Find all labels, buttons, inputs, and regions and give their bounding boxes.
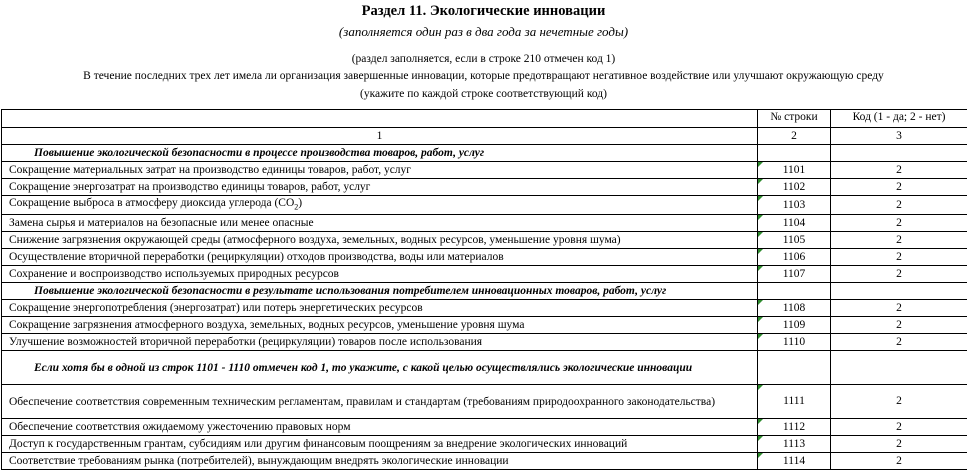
row-description	[2, 215, 758, 232]
row-description-end: )	[298, 197, 303, 209]
code-value: 2	[896, 335, 902, 348]
row-description-subscript: 2	[294, 202, 299, 212]
row-description	[2, 196, 758, 215]
row-number-cell	[758, 385, 831, 419]
row-number-cell	[758, 453, 831, 470]
row-number: 1106	[782, 250, 806, 263]
row-number: 1103	[782, 198, 806, 211]
section-label: Повышение экологической безопасности в процессе производства товаров, работ, услуг	[2, 145, 758, 162]
code-value: 2	[896, 395, 902, 408]
row-number: 1114	[782, 454, 806, 467]
empty-cell	[758, 351, 831, 385]
fill-condition-note: (раздел заполняется, если в строке 210 отмечен код 1)	[351, 53, 616, 65]
cell-marker-icon	[758, 232, 763, 237]
section-label: Если хотя бы в одной из строк 1101 - 1110 отмечен код 1, то укажите, с какой целью осуществлялись экологические инновации	[2, 351, 758, 385]
row-description-text: Сокращение энергозатрат на производство единицы товаров, работ, услуг	[9, 180, 371, 193]
row-number: 1107	[782, 267, 806, 280]
row-number-cell	[758, 300, 831, 317]
row-number: 1104	[782, 216, 806, 229]
table-row	[2, 436, 967, 453]
group-consumer	[2, 300, 967, 351]
row-description	[2, 249, 758, 266]
row-description	[2, 162, 758, 179]
row-description-text: Сокращение загрязнения атмосферного воздуха, земельных, водных ресурсов, уменьшение уровня шума	[9, 318, 525, 331]
row-description-text: Сокращение выброса в атмосферу диоксида углерода (CO	[9, 197, 295, 209]
row-description-text: Обеспечение соответствия ожидаемому ужесточению правовых норм	[9, 420, 351, 433]
row-description-text: Обеспечение соответствия современным техническим регламентам, правилам и стандартам (требованиям природоохранного законодательства)	[9, 395, 716, 408]
code-value: 2	[896, 318, 902, 331]
column-number-2: 2	[758, 128, 831, 145]
code-value: 2	[896, 163, 902, 176]
table-row	[2, 385, 967, 419]
cell-marker-icon	[758, 436, 763, 441]
code-cell[interactable]	[831, 419, 967, 436]
row-description-text: Снижение загрязнения окружающей среды (атмосферного воздуха, земельных, водных ресурсов, уменьшение уровня шума)	[9, 233, 621, 246]
row-number: 1109	[782, 318, 806, 331]
cell-marker-icon	[758, 419, 763, 424]
row-description	[2, 179, 758, 196]
row-description-text: Доступ к государственным грантам, субсидиям или другим финансовым поощрениям за внедрение экологических инноваций	[9, 437, 628, 450]
header-code: Код (1 - да; 2 - нет)	[831, 110, 967, 128]
cell-marker-icon	[758, 334, 763, 339]
table-row	[2, 419, 967, 436]
code-cell[interactable]	[831, 215, 967, 232]
cell-marker-icon	[758, 196, 763, 201]
code-cell[interactable]	[831, 334, 967, 351]
row-description	[2, 334, 758, 351]
row-description	[2, 300, 758, 317]
table-row	[2, 196, 967, 215]
row-number-cell	[758, 232, 831, 249]
empty-cell	[758, 283, 831, 300]
code-cell[interactable]	[831, 162, 967, 179]
cell-marker-icon	[758, 453, 763, 458]
table-row	[2, 162, 967, 179]
section-title: Раздел 11. Экологические инновации	[361, 3, 606, 19]
column-number-3: 3	[831, 128, 967, 145]
row-description	[2, 266, 758, 283]
cell-marker-icon	[758, 385, 763, 390]
row-number-cell	[758, 249, 831, 266]
code-value: 2	[896, 301, 902, 314]
code-cell[interactable]	[831, 266, 967, 283]
column-number-1: 1	[2, 128, 758, 145]
section-label: Повышение экологической безопасности в результате использования потребителем инновационных товаров, работ, услуг	[2, 283, 758, 300]
row-number-cell	[758, 196, 831, 215]
row-description	[2, 232, 758, 249]
table-row	[2, 266, 967, 283]
cell-marker-icon	[758, 215, 763, 220]
code-value: 2	[896, 250, 902, 263]
code-value: 2	[896, 437, 902, 450]
row-number: 1108	[782, 301, 806, 314]
row-description-text: Замена сырья и материалов на безопасные или менее опасные	[9, 216, 314, 229]
code-value: 2	[896, 267, 902, 280]
row-description	[2, 436, 758, 453]
empty-cell	[831, 145, 967, 162]
row-number: 1101	[782, 163, 806, 176]
row-number: 1110	[782, 335, 806, 348]
code-cell[interactable]	[831, 249, 967, 266]
row-description	[2, 419, 758, 436]
group-purpose	[2, 385, 967, 470]
code-cell[interactable]	[831, 436, 967, 453]
code-cell[interactable]	[831, 317, 967, 334]
table-row	[2, 249, 967, 266]
cell-marker-icon	[758, 300, 763, 305]
table-row	[2, 334, 967, 351]
table-row	[2, 232, 967, 249]
question-text: В течение последних трех лет имела ли организация завершенные инновации, которые предотвращают негативное воздействие или улучшают окружающую среду	[83, 70, 884, 82]
row-number-cell	[758, 266, 831, 283]
row-number-cell	[758, 317, 831, 334]
row-description-text: Соответствие требованиям рынка (потребителей), вынуждающим внедрять экологические инновации	[9, 454, 509, 467]
row-description-text: Осуществление вторичной переработки (рециркуляции) отходов производства, воды или материалов	[9, 250, 504, 263]
group-production	[2, 162, 967, 283]
row-number-cell	[758, 179, 831, 196]
header-description	[2, 110, 758, 128]
code-cell[interactable]	[831, 196, 967, 215]
section-row-purpose	[2, 351, 967, 385]
code-cell[interactable]	[831, 453, 967, 470]
row-description	[2, 453, 758, 470]
code-value: 2	[896, 216, 902, 229]
code-cell[interactable]	[831, 300, 967, 317]
table-row	[2, 300, 967, 317]
code-value: 2	[896, 454, 902, 467]
table-row	[2, 179, 967, 196]
empty-cell	[758, 145, 831, 162]
row-description-text: Улучшение возможностей вторичной переработки (рециркуляции) товаров после использования	[9, 335, 483, 348]
table-row	[2, 317, 967, 334]
row-number-cell	[758, 436, 831, 453]
row-number: 1102	[782, 180, 806, 193]
code-cell[interactable]	[831, 179, 967, 196]
cell-marker-icon	[758, 266, 763, 271]
code-value: 2	[896, 180, 902, 193]
section-row-consumer	[2, 283, 967, 300]
section-row-production	[2, 145, 967, 162]
header-row-number: № строки	[758, 110, 831, 128]
row-number: 1113	[782, 437, 806, 450]
cell-marker-icon	[758, 317, 763, 322]
empty-cell	[831, 283, 967, 300]
row-description-text: Сокращение энергопотребления (энергозатрат) или потерь энергетических ресурсов	[9, 301, 423, 314]
column-numbers-row	[2, 128, 967, 145]
code-value: 2	[896, 198, 902, 211]
eco-innovations-table	[1, 109, 967, 470]
cell-marker-icon	[758, 179, 763, 184]
instruction-text: (укажите по каждой строке соответствующий код)	[360, 88, 607, 100]
row-number-cell	[758, 162, 831, 179]
code-value: 2	[896, 420, 902, 433]
row-number: 1111	[783, 395, 805, 408]
section-subtitle: (заполняется один раз в два года за нечетные годы)	[338, 24, 629, 39]
code-value: 2	[896, 233, 902, 246]
row-number-cell	[758, 334, 831, 351]
row-number: 1105	[782, 233, 806, 246]
row-description	[2, 317, 758, 334]
code-cell[interactable]	[831, 232, 967, 249]
cell-marker-icon	[758, 249, 763, 254]
row-description-text: Сокращение материальных затрат на производство единицы товаров, работ, услуг	[9, 163, 412, 176]
code-cell[interactable]	[831, 385, 967, 419]
cell-marker-icon	[758, 162, 763, 167]
empty-cell	[831, 351, 967, 385]
row-description	[2, 385, 758, 419]
row-number-cell	[758, 419, 831, 436]
row-number-cell	[758, 215, 831, 232]
row-number: 1112	[782, 420, 806, 433]
table-row	[2, 215, 967, 232]
row-description-text: Сохранение и воспроизводство используемых природных ресурсов	[9, 267, 339, 280]
table-header-row	[2, 110, 967, 128]
table-row	[2, 453, 967, 470]
